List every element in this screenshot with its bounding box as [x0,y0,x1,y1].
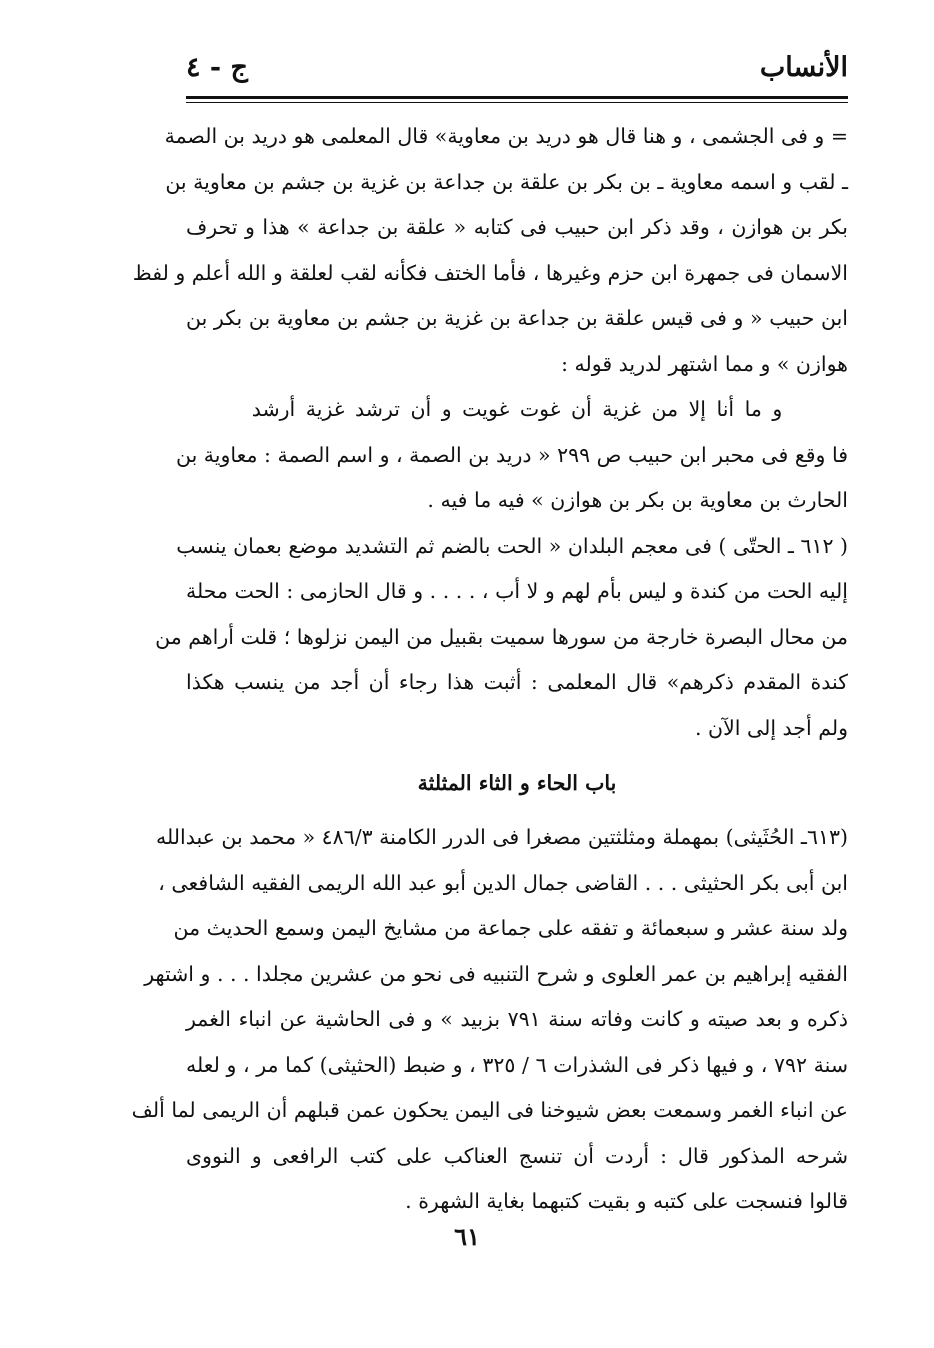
page-header [186,52,848,92]
text-line: (٦١٣ـ الحُثَيثى) بمهملة ومثلثتين مصغرا فى الدرر الكامنة ٤٨٦/٣ « محمد بن عبدالله [156,825,848,849]
text-line: سنة ٧٩٢ ، و فيها ذكر فى الشذرات ٦ / ٣٢٥ ، و ضبط (الحثيثى) كما مر ، و لعله [186,1052,849,1077]
text-line: الاسمان فى جمهرة ابن حزم وغيرها ، فأما الختف فكأنه لقب لعلقة و الله أعلم و لفظ [132,260,848,285]
paragraph-1 [132,114,848,387]
text-line: ذكره و بعد صيته و كانت وفاته سنة ٧٩١ بزبيد » و فى الحاشية عن انباء الغمر [186,1007,848,1031]
header-rule-thin [186,102,848,103]
text-line: قالوا فنسجت على كتبه و بقيت كتبهما بغاية الشهرة . [405,1189,848,1213]
page-number: ٦١ [454,1222,480,1251]
text-line: فا وقع فى محبر ابن حبيب ص ٢٩٩ « دريد بن الصمة ، و اسم الصمة : معاوية بن [175,442,848,467]
text-line: شرحه المذكور قال : أردت أن تنسج العناكب على كتب الرافعى و النووى [186,1143,848,1168]
volume-number: ج - ٤ [186,52,248,83]
text-line: ابن أبى بكر الحثيثى . . . القاضى جمال الدين أبو عبد الله الريمى الفقيه الشافعى ، [158,870,848,895]
text-line: ولم أجد إلى الآن . [695,715,848,740]
text-line: إليه الحت من كندة و ليس بأم لهم و لا أب ، . . . . و قال الحازمى : الحت محلة [186,579,848,603]
text-line: ابن حبيب « و فى قيس علقة بن جداعة بن غزية بن جشم بن معاوية بن بكر بن [186,306,848,330]
entry-613 [131,815,849,1225]
text-line: الفقيه إبراهيم بن عمر العلوى و شرح التنبيه فى نحو من عشرين مجلدا . . . و اشتهر [144,961,848,986]
book-title: الأنساب [759,52,848,83]
header-rule-thick [186,96,848,99]
text-line: ـ لقب و اسمه معاوية ـ بن بكر بن علقة بن جداعة بن غزية بن جشم بن معاوية بن [165,169,848,194]
section-title: باب الحاء و الثاء المثلثة [417,771,617,795]
poetry-verse: و ما أنا إلا من غزية أن غوت غويت و أن ترشد غزية أرشد [251,397,783,421]
body-text [131,114,849,1225]
text-line: ولد سنة عشر و سبعمائة و تفقه على جماعة من مشايخ اليمن وسمع الحديث من [173,916,848,940]
text-line: = و فى الجشمى ، و هنا قال هو دريد بن معاوية» قال المعلمى هو دريد بن الصمة [164,124,848,148]
paragraph-2 [175,433,848,524]
entry-612 [155,524,848,752]
text-line: بكر بن هوازن ، وقد ذكر ابن حبيب فى كتابه « علقة بن جداعة » هذا و تحرف [186,215,848,239]
text-line: كندة المقدم ذكرهم» قال المعلمى : أثبت هذا رجاء أن أجد من ينسب هكذا [186,670,848,694]
text-line: من محال البصرة خارجة من سورها سميت بقبيل من اليمن نزلوها ؛ قلت أراهم من [155,624,848,649]
text-line: الحارث بن معاوية بن بكر بن هوازن » فيه ما فيه . [427,488,848,512]
text-line: هوازن » و مما اشتهر لدريد قوله : [561,351,848,376]
text-line: ( ٦١٢ ـ الحتّى ) فى معجم البلدان « الحت بالضم ثم التشديد موضع بعمان ينسب [176,533,848,558]
text-line: عن انباء الغمر وسمعت بعض شيوخنا فى اليمن يحكون عمن قبلهم أن الريمى لما ألف [131,1098,848,1122]
